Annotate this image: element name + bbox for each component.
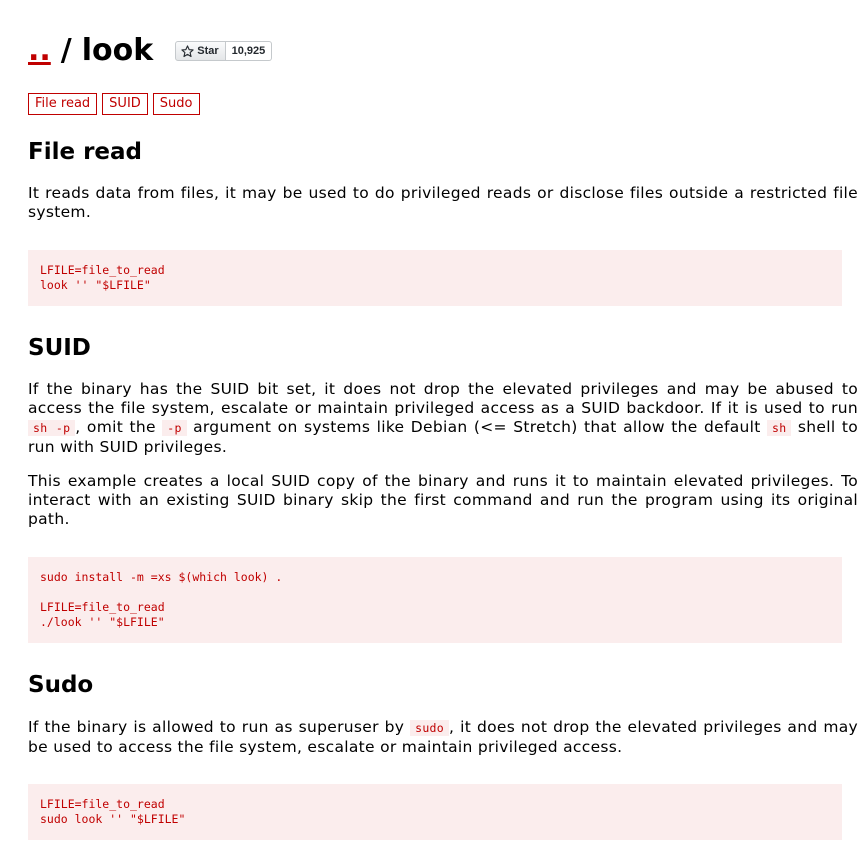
- inline-code-sh: sh: [767, 420, 791, 436]
- sudo-text-1: If the binary is allowed to run as superuser by: [28, 718, 411, 736]
- github-star-widget[interactable]: [175, 41, 272, 61]
- heading-suid: SUID: [28, 335, 91, 361]
- github-star-button[interactable]: [175, 41, 225, 61]
- github-star-label: Star: [197, 45, 219, 57]
- title-separator: /: [60, 33, 72, 68]
- suid-text-3: argument on systems like Debian (<= Stretch) that allow the default: [186, 418, 768, 436]
- inline-code-sh-p: sh -p: [28, 420, 75, 436]
- suid-text-2: , omit the: [75, 418, 163, 436]
- inline-code-p-flag: -p: [162, 420, 186, 436]
- function-tags: [28, 93, 200, 115]
- page-header: [28, 29, 272, 73]
- github-star-count[interactable]: 10,925: [226, 41, 273, 61]
- heading-file-read: File read: [28, 139, 143, 165]
- sudo-text-2: , it does not drop the elevated privileges and may be used to access the file system, escalate or maintain privileged access.: [28, 718, 858, 756]
- tag-suid[interactable]: SUID: [102, 93, 148, 115]
- heading-sudo: Sudo: [28, 672, 94, 698]
- file-read-code-block[interactable]: LFILE=file_to_read look '' "$LFILE": [28, 250, 842, 306]
- page-title: [28, 31, 153, 71]
- binary-name: look: [81, 33, 154, 68]
- inline-code-sudo: sudo: [410, 720, 449, 736]
- sudo-code-block[interactable]: LFILE=file_to_read sudo look '' "$LFILE": [28, 784, 842, 840]
- star-icon: [181, 45, 194, 58]
- parent-directory-link[interactable]: ..: [28, 33, 51, 68]
- suid-description: [28, 380, 858, 457]
- suid-example-description: This example creates a local SUID copy of the binary and runs it to maintain elevated privileges. To interact with an existing SUID binary skip the first command and run the program using its original path.: [28, 472, 858, 528]
- suid-text-4: shell to run with SUID privileges.: [28, 418, 858, 456]
- suid-text-1: If the binary has the SUID bit set, it does not drop the elevated privileges and may be abused to access the file system, escalate or maintain privileged access as a SUID backdoor. If it is used to run: [28, 380, 858, 417]
- tag-file-read[interactable]: File read: [28, 93, 97, 115]
- file-read-description: It reads data from files, it may be used to do privileged reads or disclose files outside a restricted file system.: [28, 184, 858, 221]
- suid-code-block[interactable]: sudo install -m =xs $(which look) . LFILE=file_to_read ./look '' "$LFILE": [28, 557, 842, 643]
- tag-sudo[interactable]: Sudo: [153, 93, 200, 115]
- sudo-description: [28, 718, 858, 757]
